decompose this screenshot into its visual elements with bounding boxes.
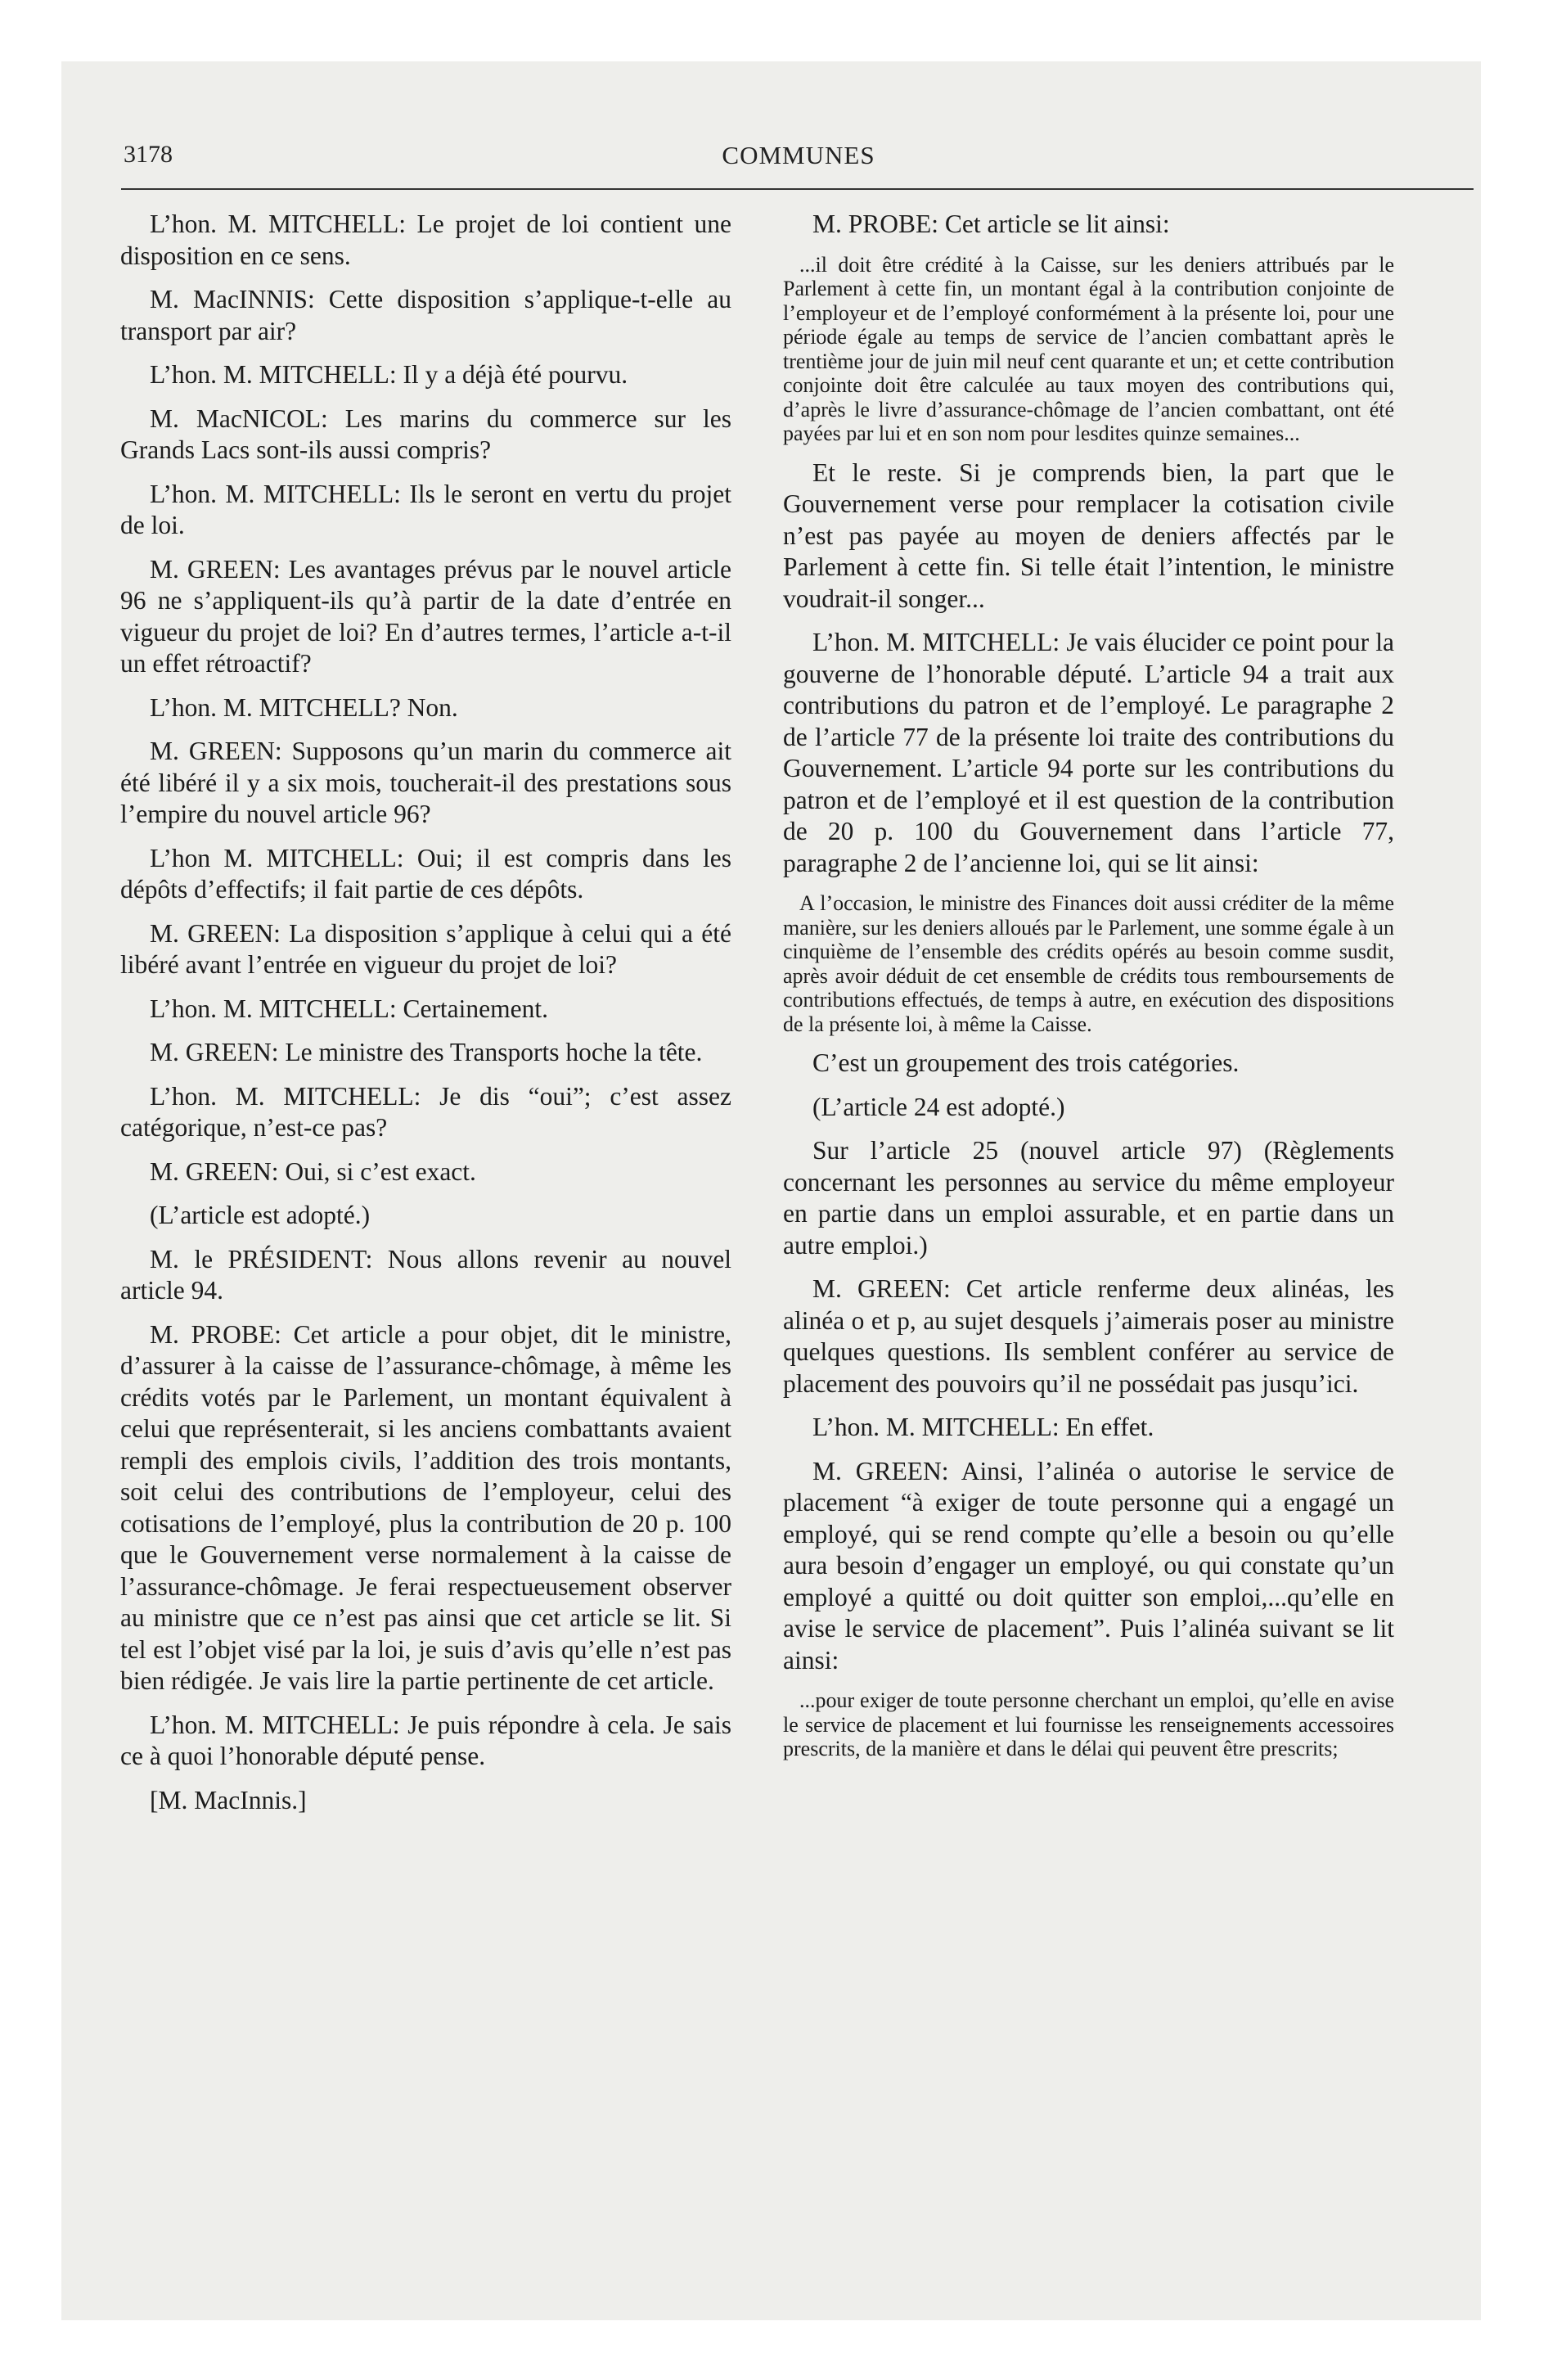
paragraph: M. GREEN: Oui, si c’est exact. bbox=[150, 1156, 476, 1186]
paragraph: M. PROBE: Cet article a pour objet, dit le ministre, d’assurer à la caisse de l’assurance-chômage, à même les crédits votés par le Parlement, un montant équivalent à celui que représenterait, si les anciens combattants avaient rempli des emplois civils, l’addition des trois montants, soit celui des contributions de l’employeur, celui des cotisations de l’employé, plus la contribution de 20 p. 100 que le Gouvernement verse normalement à la caisse de l’assurance-chômage. Je ferai respectueusement observer au ministre que ce n’est pas ainsi que cet article se lit. Si tel est l’objet visé par la loi, je suis d’avis qu’elle n’est pas bien rédigée. Je vais lire la partie pertinente de cet article. bbox=[120, 1319, 731, 1695]
paragraph: M. GREEN: Les avantages prévus par le nouvel article 96 ne s’appliquent-ils qu’à partir de la date d’entrée en vigueur du projet de loi? En d’autres termes, l’article a-t-il un effet rétroactif? bbox=[120, 554, 731, 678]
paragraph: L’hon. M. MITCHELL: Je vais élucider ce point pour la gouverne de l’honorable député. L’article 94 a trait aux contributions du patron et de l’employé. Le paragraphe 2 de l’article 77 de la présente loi traite des contributions du Gouvernement. L’article 94 porte sur les contributions du patron et de l’employé et il est question de la contribution de 20 p. 100 du Gouvernement dans l’article 77, paragraphe 2 de l’ancienne loi, qui se lit ainsi: bbox=[783, 628, 1394, 877]
paragraph: M. MacNICOL: Les marins du commerce sur les Grands Lacs sont-ils aussi compris? bbox=[120, 403, 731, 464]
right-column bbox=[783, 209, 1394, 1773]
paragraph: M. GREEN: Le ministre des Transports hoche la tête. bbox=[150, 1038, 703, 1066]
paragraph: M. GREEN: Supposons qu’un marin du commerce ait été libéré il y a six mois, toucherait-il des prestations sous l’empire du nouvel article 96? bbox=[120, 737, 731, 828]
paragraph: L’hon. M. MITCHELL: Je dis “oui”; c’est assez catégorique, n’est-ce pas? bbox=[120, 1081, 731, 1142]
running-head: COMMUNES bbox=[722, 141, 875, 169]
left-column bbox=[120, 209, 731, 1828]
paragraph: M. MacINNIS: Cette disposition s’applique-t-elle au transport par air? bbox=[120, 285, 731, 345]
paragraph: L’hon. M. MITCHELL: Le projet de loi contient une disposition en ce sens. bbox=[120, 210, 731, 270]
paragraph: M. PROBE: Cet article se lit ainsi: bbox=[812, 210, 1170, 238]
vote-note: (L’article 24 est adopté.) bbox=[812, 1092, 1065, 1121]
paragraph: L’hon. M. MITCHELL: En effet. bbox=[812, 1413, 1154, 1441]
paragraph: L’hon. M. MITCHELL? Non. bbox=[150, 692, 458, 722]
paragraph: L’hon. M. MITCHELL: Il y a déjà été pourvu. bbox=[150, 360, 628, 389]
paragraph: L’hon M. MITCHELL: Oui; il est compris dans les dépôts d’effectifs; il fait partie de ces dépôts. bbox=[120, 843, 731, 904]
block-quote: ...pour exiger de toute personne cherchant un emploi, qu’elle en avise le service de placement et lui fournisse les renseignements accessoires prescrits, de la manière et dans le délai qui peuvent être prescrits; bbox=[783, 1688, 1394, 1760]
paragraph: M. GREEN: Ainsi, l’alinéa o autorise le service de placement “à exiger de toute personne qui a engagé un employé, qui se rend compte qu’elle a besoin ou qu’elle aura besoin d’engager un employé, ou qui constate qu’un employé a quitté ou doit quitter son emploi,...qu’elle en avise le service de placement”. Puis l’alinéa suivant se lit ainsi: bbox=[783, 1456, 1394, 1675]
paragraph: C’est un groupement des trois catégories. bbox=[812, 1048, 1240, 1077]
block-quote: A l’occasion, le ministre des Finances doit aussi créditer de la même manière, sur les deniers alloués par le Parlement, une somme égale à un cinquième de l’ensemble des crédits opérés au besoin comme susdit, après avoir déduit de cet ensemble de crédits tous remboursements de contributions effectués, de temps à autre, en exécution des dispositions de la présente loi, à même la Caisse. bbox=[783, 891, 1394, 1036]
header-rule bbox=[121, 188, 1474, 190]
page-number: 3178 bbox=[124, 141, 173, 168]
paragraph: Sur l’article 25 (nouvel article 97) (Règlements concernant les personnes au service du même employeur en partie dans un emploi assurable, et en partie dans un autre emploi.) bbox=[783, 1136, 1394, 1260]
paragraph: M. GREEN: Cet article renferme deux alinéas, les alinéa o et p, au sujet desquels j’aimerais poser au ministre quelques questions. Ils semblent conférer au service de placement des pouvoirs qu’il ne possédait pas jusqu’ici. bbox=[783, 1274, 1394, 1398]
paragraph: L’hon. M. MITCHELL: Je puis répondre à cela. Je sais ce à quoi l’honorable député pense. bbox=[120, 1710, 731, 1770]
speaker-footnote: [M. MacInnis.] bbox=[150, 1785, 307, 1814]
paragraph: M. GREEN: La disposition s’applique à celui qui a été libéré avant l’entrée en vigueur du projet de loi? bbox=[120, 918, 731, 979]
paragraph: M. le PRÉSIDENT: Nous allons revenir au nouvel article 94. bbox=[120, 1244, 731, 1305]
paragraph: L’hon. M. MITCHELL: Certainement. bbox=[150, 994, 549, 1023]
paragraph: L’hon. M. MITCHELL: Ils le seront en vertu du projet de loi. bbox=[120, 479, 731, 539]
paragraph: Et le reste. Si je comprends bien, la part que le Gouvernement verse pour remplacer la cotisation civile n’est pas payée au moyen de deniers affectés par le Parlement à cette fin. Si telle était l’intention, le ministre voudrait-il songer... bbox=[783, 458, 1394, 613]
vote-note: (L’article est adopté.) bbox=[150, 1201, 371, 1229]
page-header bbox=[124, 141, 1474, 174]
block-quote: ...il doit être crédité à la Caisse, sur les deniers attribués par le Parlement à cette fin, un montant égal à la contribution conjointe de l’employeur et de l’employé conformément à la présente loi, pour une période égale au temps de service de l’ancien combattant après le trentième jour de juin mil neuf cent quarante et un; et cette contribution conjointe doit être calculée au taux moyen des contributions qui, d’après le livre d’assurance-chômage de l’ancien combattant, ont été payées par lui et en son nom pour lesdites quinze semaines... bbox=[783, 252, 1394, 445]
